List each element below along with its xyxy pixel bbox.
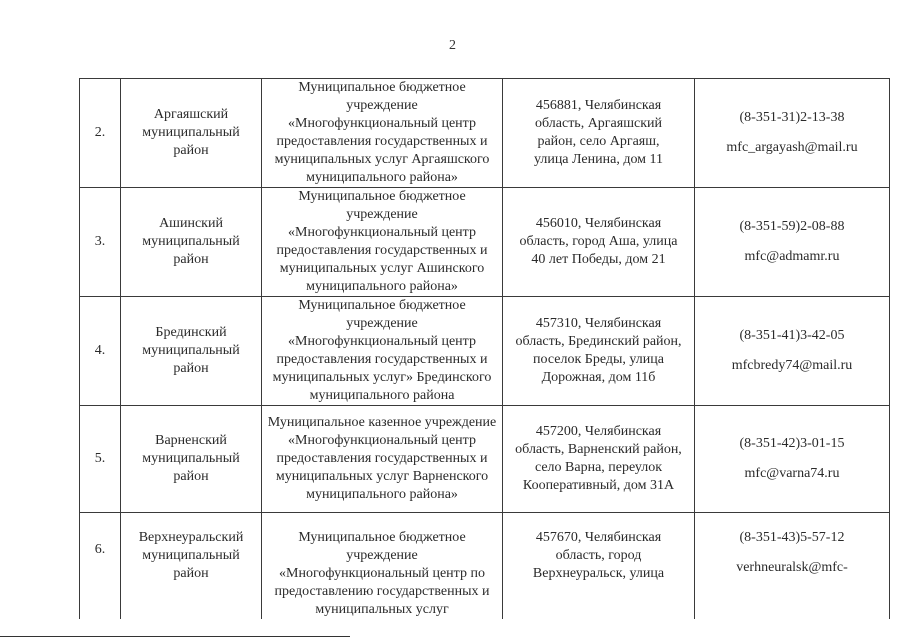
address-cell <box>503 513 695 620</box>
address-line: область, город Аша, улица <box>519 234 678 249</box>
address-line: 457670, Челябинская <box>535 530 662 545</box>
mfc-registry-table <box>79 78 890 619</box>
organization-line: предоставления государственных и <box>276 352 488 367</box>
district-line: Аргаяшский <box>153 107 229 122</box>
organization-cell <box>262 406 503 513</box>
registry-table-body <box>80 79 890 620</box>
organization-line: Муниципальное бюджетное учреждение <box>298 298 466 331</box>
organization-line: муниципального района» <box>306 487 458 502</box>
organization-cell <box>262 188 503 297</box>
organization-line: предоставления государственных и <box>276 134 488 149</box>
address-line: село Варна, переулок <box>534 460 663 475</box>
footnote-separator <box>0 636 350 637</box>
organization-line: предоставления государственных и <box>276 451 488 466</box>
district-cell <box>121 297 262 406</box>
address-cell <box>503 297 695 406</box>
organization-line: муниципальных услуг» Брединского <box>272 370 492 385</box>
address-line: 40 лет Победы, дом 21 <box>531 252 666 267</box>
organization-line: муниципальных услуг Ашинского <box>279 261 485 276</box>
organization-cell <box>262 297 503 406</box>
table-row <box>80 297 890 406</box>
organization-line: муниципальных услуг Варненского <box>275 469 489 484</box>
email-address: mfc@admamr.ru <box>744 249 840 264</box>
contact-cell <box>695 79 890 188</box>
organization-line: предоставления государственных и <box>276 243 488 258</box>
district-line: Варненский <box>155 433 227 448</box>
organization-cell <box>262 79 503 188</box>
organization-line: Муниципальное бюджетное учреждение <box>298 189 466 222</box>
row-number-cell: 6. <box>80 513 121 620</box>
district-line: район <box>173 566 209 581</box>
district-line: муниципальный <box>142 548 240 563</box>
district-cell <box>121 79 262 188</box>
district-line: район <box>173 361 209 376</box>
table-row <box>80 513 890 620</box>
address-cell <box>503 79 695 188</box>
address-line: район, село Аргаяш, <box>537 134 660 149</box>
page-number: 2 <box>449 38 456 53</box>
address-line: 457310, Челябинская <box>535 316 662 331</box>
organization-line: муниципального района <box>309 388 455 403</box>
address-cell <box>503 188 695 297</box>
address-line: область, Аргаяшский <box>535 116 662 131</box>
organization-line: Муниципальное казенное учреждение <box>267 415 497 430</box>
district-cell <box>121 188 262 297</box>
address-line: Верхнеуральск, улица <box>532 566 665 581</box>
organization-line: «Многофункциональный центр <box>288 433 476 448</box>
email-address: mfc@varna74.ru <box>744 466 840 481</box>
contact-cell <box>695 513 890 620</box>
organization-line: муниципальных услуг <box>315 602 449 617</box>
phone-number: (8-351-31)2-13-38 <box>739 110 845 125</box>
district-line: муниципальный <box>142 343 240 358</box>
organization-line: «Многофункциональный центр <box>288 334 476 349</box>
organization-line: «Многофункциональный центр <box>288 225 476 240</box>
row-number-cell: 2. <box>80 79 121 188</box>
address-cell <box>503 406 695 513</box>
phone-number: (8-351-42)3-01-15 <box>739 436 845 451</box>
contact-cell <box>695 297 890 406</box>
organization-cell <box>262 513 503 620</box>
district-cell <box>121 513 262 620</box>
table-row <box>80 188 890 297</box>
phone-number: (8-351-41)3-42-05 <box>739 328 845 343</box>
organization-line: муниципального района» <box>306 170 458 185</box>
table-row <box>80 79 890 188</box>
email-address: verhneuralsk@mfc- <box>736 560 848 575</box>
organization-line: Муниципальное бюджетное учреждение <box>298 80 466 113</box>
address-line: область, город <box>555 548 642 563</box>
address-line: Дорожная, дом 11б <box>541 370 656 385</box>
organization-line: предоставлению государственных и <box>274 584 490 599</box>
district-line: район <box>173 143 209 158</box>
address-line: область, Варненский район, <box>515 442 682 457</box>
organization-line: муниципального района» <box>306 279 458 294</box>
address-line: улица Ленина, дом 11 <box>533 152 664 167</box>
address-line: поселок Бреды, улица <box>533 352 664 367</box>
table-row <box>80 406 890 513</box>
address-line: 457200, Челябинская <box>535 424 662 439</box>
district-cell <box>121 406 262 513</box>
row-number-cell: 4. <box>80 297 121 406</box>
contact-cell <box>695 188 890 297</box>
organization-line: «Многофункциональный центр по <box>279 566 485 581</box>
address-line: 456010, Челябинская <box>535 216 662 231</box>
district-line: муниципальный <box>142 125 240 140</box>
email-address: mfcbredy74@mail.ru <box>731 358 853 373</box>
phone-number: (8-351-59)2-08-88 <box>739 219 845 234</box>
organization-line: «Многофункциональный центр <box>288 116 476 131</box>
contact-cell <box>695 406 890 513</box>
district-line: район <box>173 252 209 267</box>
row-number-cell: 5. <box>80 406 121 513</box>
district-line: муниципальный <box>142 451 240 466</box>
row-number-cell: 3. <box>80 188 121 297</box>
district-line: район <box>173 469 209 484</box>
address-line: 456881, Челябинская <box>535 98 662 113</box>
district-line: муниципальный <box>142 234 240 249</box>
address-line: область, Брединский район, <box>515 334 682 349</box>
organization-line: муниципальных услуг Аргаяшского <box>274 152 490 167</box>
district-line: Ашинский <box>159 216 223 231</box>
district-line: Верхнеуральский <box>138 530 244 545</box>
phone-number: (8-351-43)5-57-12 <box>739 530 845 545</box>
address-line: Кооперативный, дом 31А <box>522 478 675 493</box>
organization-line: Муниципальное бюджетное учреждение <box>298 530 466 563</box>
district-line: Брединский <box>155 325 227 340</box>
email-address: mfc_argayash@mail.ru <box>726 140 858 155</box>
